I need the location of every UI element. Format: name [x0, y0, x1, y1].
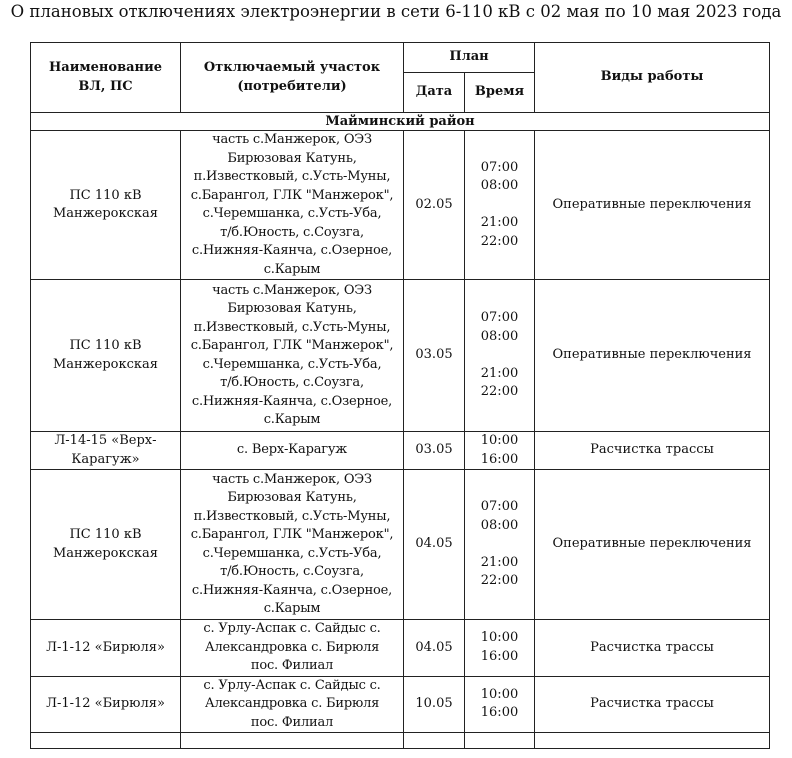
cell-name-line: Манжерокская [52, 206, 158, 221]
cell-time [465, 131, 535, 280]
cell-name-line: Карагуж» [71, 451, 140, 467]
cell-time-line: 16:00 [480, 705, 519, 721]
cell-section [181, 280, 404, 432]
cell-section-line: с.Нижняя-Каянча, с.Озерное, [191, 243, 393, 258]
cell-name-line: ПС 110 кВ [69, 338, 142, 353]
header-section-line1: Отключаемый участок [203, 60, 381, 75]
cell-time-line: 10:00 [480, 433, 519, 448]
cell-date: 04.05 [404, 620, 465, 677]
header-time: Время [465, 73, 535, 113]
cell-section-line: п.Известковый, с.Усть-Муны, [193, 169, 391, 184]
cell-time-line: 21:00 [480, 554, 519, 570]
cell-date: 02.05 [404, 131, 465, 280]
empty-row [31, 733, 770, 749]
table-row [31, 620, 770, 677]
cell-name [31, 620, 181, 677]
header-row [31, 43, 770, 73]
cell-section-line: т/б.Юность, с.Соузга, [220, 224, 364, 240]
cell-section [181, 676, 404, 733]
header-section-line2: (потребители) [237, 78, 347, 94]
cell-time-line: 22:00 [480, 384, 519, 400]
cell-name-line: ПС 110 кВ [69, 527, 142, 542]
cell-works: Расчистка трассы [535, 432, 770, 470]
cell-section [181, 432, 404, 470]
cell-section-line: Бирюзовая Катунь, [227, 150, 357, 166]
cell-time-line: 07:00 [480, 499, 519, 515]
cell-section-line: часть с.Манжерок, ОЭЗ [212, 282, 372, 298]
cell-section-line: с.Барангол, ГЛК "Манжерок", [190, 187, 394, 203]
cell-time [465, 470, 535, 620]
cell-works: Оперативные переключения [535, 470, 770, 620]
cell-section-line: с. Урлу-Аспак с. Сайдыс с. [203, 677, 381, 693]
cell-section-line: часть с.Манжерок, ОЭЗ [212, 471, 372, 487]
cell-section-line: с.Карым [263, 412, 321, 427]
cell-name [31, 280, 181, 432]
cell-time-line: 08:00 [480, 517, 519, 533]
cell-section-line: с.Барангол, ГЛК "Манжерок", [190, 338, 394, 353]
cell-date: 03.05 [404, 280, 465, 432]
cell-section-line: Александровка с. Бирюля [204, 696, 380, 711]
cell-section-line: п.Известковый, с.Усть-Муны, [193, 319, 391, 335]
cell-time-line: 21:00 [480, 215, 519, 231]
cell-time-line [467, 196, 532, 215]
cell-time-line: 16:00 [480, 451, 519, 467]
cell-time-line: 16:00 [480, 648, 519, 664]
cell-section [181, 470, 404, 620]
cell-section-line: с.Черемшанка, с.Усть-Уба, [202, 356, 382, 372]
cell-name-line: Манжерокская [52, 545, 158, 561]
table-row [31, 131, 770, 280]
cell-time-line: 22:00 [480, 573, 519, 589]
cell-name [31, 676, 181, 733]
cell-section-line: п.Известковый, с.Усть-Муны, [193, 508, 391, 524]
table-row [31, 470, 770, 620]
cell-time-line: 21:00 [480, 365, 519, 381]
cell-section-line: с.Карым [263, 261, 321, 277]
cell-name [31, 470, 181, 620]
cell-section-line: т/б.Юность, с.Соузга, [220, 564, 364, 579]
table-row [31, 676, 770, 733]
empty-cell [181, 733, 404, 749]
table-row [31, 280, 770, 432]
cell-name-line: Л-14-15 «Верх- [54, 433, 157, 448]
empty-cell [465, 733, 535, 749]
cell-section-line: с. Верх-Карагуж [236, 442, 348, 458]
empty-cell [31, 733, 181, 749]
cell-time-line [467, 346, 532, 365]
empty-cell [404, 733, 465, 749]
cell-section-line: часть с.Манжерок, ОЭЗ [212, 132, 372, 147]
cell-time [465, 280, 535, 432]
header-name-line2: ВЛ, ПС [78, 78, 133, 94]
header-name [31, 43, 181, 113]
cell-name-line: ПС 110 кВ [69, 187, 142, 203]
cell-section-line: Александровка с. Бирюля [204, 639, 380, 655]
cell-date: 04.05 [404, 470, 465, 620]
header-name-line1: Наименование [49, 60, 162, 75]
header-date: Дата [404, 73, 465, 113]
cell-time-line: 07:00 [480, 159, 519, 175]
header-plan: План [404, 43, 535, 73]
cell-works: Расчистка трассы [535, 620, 770, 677]
cell-section [181, 620, 404, 677]
cell-name [31, 432, 181, 470]
cell-time-line: 07:00 [480, 310, 519, 326]
cell-name [31, 131, 181, 280]
header-works: Виды работы [535, 43, 770, 113]
table-row [31, 432, 770, 470]
outage-schedule-table [30, 42, 770, 749]
header-section [181, 43, 404, 113]
cell-name-line: Л-1-12 «Бирюля» [46, 639, 165, 655]
cell-date: 10.05 [404, 676, 465, 733]
cell-section-line: с.Черемшанка, с.Усть-Уба, [202, 545, 382, 561]
cell-name-line: Манжерокская [52, 356, 158, 372]
district-row [31, 113, 770, 131]
cell-date: 03.05 [404, 432, 465, 470]
cell-section-line: с.Карым [263, 601, 321, 616]
cell-time-line: 10:00 [480, 630, 519, 646]
page-title: О плановых отключениях электроэнергии в сети 6-110 кВ с 02 мая по 10 мая 2023 года [10, 2, 782, 21]
cell-section-line: пос. Филиал [250, 658, 334, 673]
cell-name-line: Л-1-12 «Бирюля» [46, 696, 165, 711]
cell-section-line: Бирюзовая Катунь, [227, 301, 357, 316]
cell-time [465, 676, 535, 733]
cell-section-line: Бирюзовая Катунь, [227, 490, 357, 505]
cell-section [181, 131, 404, 280]
cell-works: Оперативные переключения [535, 131, 770, 280]
cell-section-line: с.Черемшанка, с.Усть-Уба, [202, 206, 382, 221]
cell-section-line: т/б.Юность, с.Соузга, [220, 375, 364, 390]
cell-section-line: с.Нижняя-Каянча, с.Озерное, [191, 393, 393, 409]
cell-works: Оперативные переключения [535, 280, 770, 432]
cell-works: Расчистка трассы [535, 676, 770, 733]
cell-section-line: пос. Филиал [250, 714, 334, 730]
cell-time-line: 08:00 [480, 178, 519, 194]
cell-time [465, 620, 535, 677]
cell-section-line: с. Урлу-Аспак с. Сайдыс с. [203, 621, 381, 636]
district-label: Майминский район [31, 113, 770, 131]
cell-time-line [467, 535, 532, 554]
cell-time-line: 08:00 [480, 328, 519, 344]
cell-time-line: 22:00 [480, 233, 519, 249]
empty-cell [535, 733, 770, 749]
cell-section-line: с.Барангол, ГЛК "Манжерок", [190, 527, 394, 542]
cell-time [465, 432, 535, 470]
cell-section-line: с.Нижняя-Каянча, с.Озерное, [191, 582, 393, 598]
cell-time-line: 10:00 [480, 686, 519, 702]
